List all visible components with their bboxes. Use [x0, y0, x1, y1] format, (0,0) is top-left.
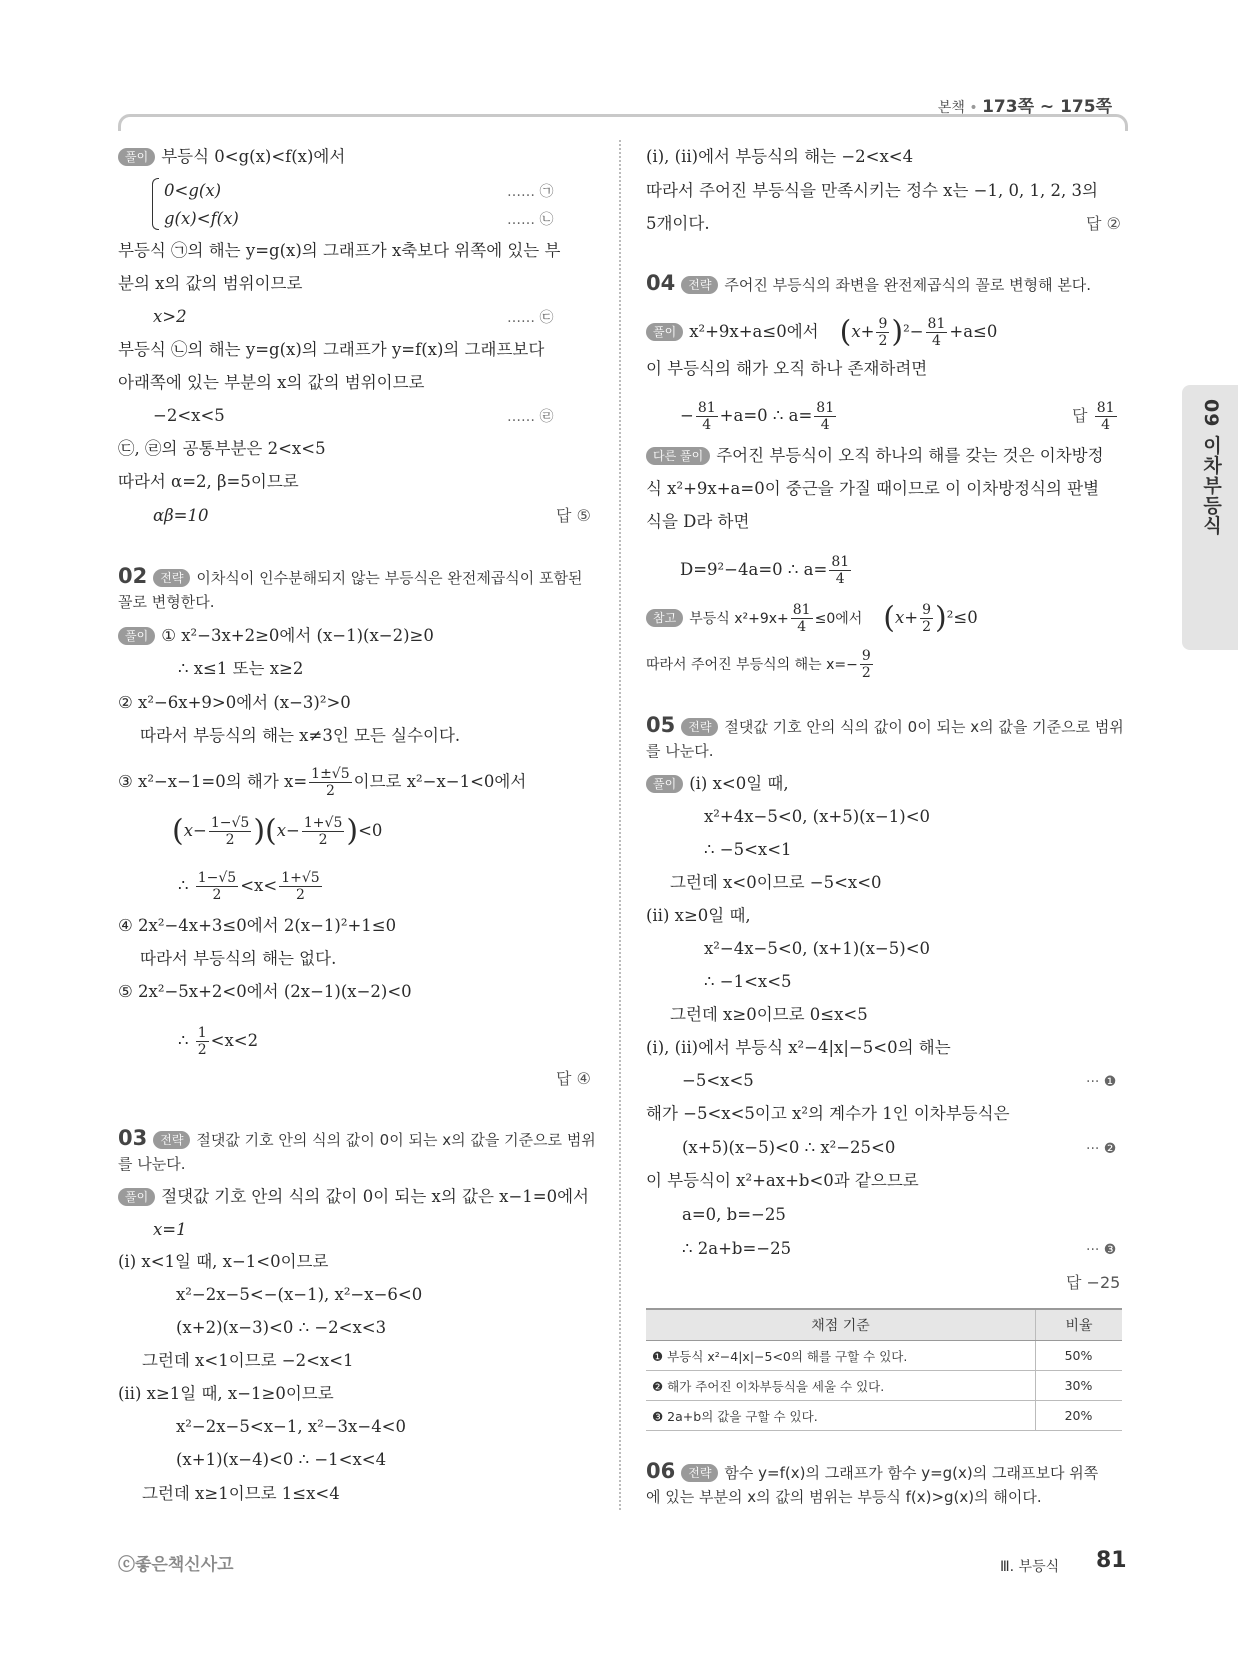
q02-line-7: ∴ $\frac{1-√5}{2}$ <x< $\frac{1+√5}{2}$ [178, 870, 320, 903]
p01-line-10: αβ=10 [153, 506, 209, 525]
q04-alt-3: 식을 D라 하면 [646, 512, 750, 531]
p01-line-8: ㉢, ㉣의 공통부분은 2<x<5 [118, 439, 326, 458]
q03-line-13: 5개이다. [646, 214, 710, 233]
q05-line-1: 풀이 (ⅰ) x<0일 때, [646, 773, 789, 795]
q05-line-5: (ⅱ) x≥0일 때, [646, 906, 751, 925]
sol-badge: 풀이 [118, 148, 155, 166]
q05-line-6: x²−4x−5<0, (x+1)(x−5)<0 [704, 939, 931, 958]
table-row: ❶ 부등식 x²−4|x|−5<0의 해를 구할 수 있다. 50% [646, 1341, 1122, 1371]
header-label: 본책 [937, 100, 965, 116]
q05-strategy-1: 05 전략 절댓값 기호 안의 식의 값이 0이 되는 x의 값을 기준으로 범위 [646, 713, 1124, 737]
q03-line-5: (x+2)(x−3)<0 ∴ −2<x<3 [176, 1318, 387, 1337]
q05-line-13: 이 부등식이 x²+ax+b<0과 같으므로 [646, 1171, 919, 1190]
p01-line-3: 분의 x의 값의 범위이므로 [118, 274, 303, 293]
q03-line-1: 풀이 절댓값 기호 안의 식의 값이 0이 되는 x의 값은 x−1=0에서 [118, 1186, 589, 1208]
brace [152, 178, 159, 230]
q05-line-15: ∴ 2a+b=−25 [682, 1239, 792, 1258]
answer-02: 답 ④ [556, 1069, 591, 1088]
column-divider [619, 140, 621, 1510]
q05-line-9: (ⅰ), (ⅱ)에서 부등식 x²−4|x|−5<0의 해는 [646, 1038, 951, 1057]
q04-line-3: − $\frac{81}{4}$ +a=0 ∴ a= $\frac{81}{4}$ [680, 400, 835, 433]
answer-05: 답 −25 [1066, 1273, 1121, 1292]
q05-strategy-2: 를 나눈다. [646, 742, 714, 760]
q03-strategy-2: 를 나눈다. [118, 1155, 186, 1173]
q05-line-12: (x+5)(x−5)<0 ∴ x²−25<0 [682, 1138, 896, 1157]
step-marker-2: ··· ❷ [1086, 1141, 1117, 1157]
q03-line-6: 그런데 x<1이므로 −2<x<1 [142, 1351, 354, 1370]
q05-line-10: −5<x<5 [682, 1071, 754, 1090]
scoring-table [646, 1308, 1122, 1431]
q05-number: 05 [646, 713, 676, 737]
q02-line-6: (x− $\frac{1-√5}{2}$ )(x− $\frac{1+√5}{2}$ )<0 [172, 813, 383, 849]
p01-line-9: 따라서 α=2, β=5이므로 [118, 472, 299, 491]
step-marker-1: ··· ❶ [1086, 1074, 1117, 1090]
q02-strategy-2: 꼴로 변형한다. [118, 593, 215, 611]
q02-line-10: ⑤ 2x²−5x+2<0에서 (2x−1)(x−2)<0 [118, 982, 412, 1001]
q03-number: 03 [118, 1126, 148, 1150]
header-dot: • [969, 100, 978, 116]
q03-line-11: (ⅰ), (ⅱ)에서 부등식의 해는 −2<x<4 [646, 147, 914, 166]
q06-strategy-2: 에 있는 부분의 x의 값의 범위는 부등식 f(x)>g(x)의 해이다. [646, 1488, 1042, 1506]
page-number: 81 [1096, 1548, 1127, 1573]
q02-line-3: ② x²−6x+9>0에서 (x−3)²>0 [118, 693, 351, 712]
strategy-badge: 전략 [153, 569, 190, 587]
q03-line-3: (ⅰ) x<1일 때, x−1<0이므로 [118, 1252, 329, 1271]
q02-strategy-1: 02 전략 이차식이 인수분해되지 않는 부등식은 완전제곱식이 포함된 [118, 564, 583, 588]
q03-line-10: 그런데 x≥1이므로 1≤x<4 [142, 1484, 340, 1503]
marker-4: …… ㉣ [507, 409, 554, 425]
q02-line-4: 따라서 부등식의 해는 x≠3인 모든 실수이다. [140, 726, 461, 745]
p01-line-5: 부등식 ㉡의 해는 y=g(x)의 그래프가 y=f(x)의 그래프보다 [118, 340, 545, 359]
q02-line-9: 따라서 부등식의 해는 없다. [140, 949, 337, 968]
header-rule [118, 114, 1128, 131]
scoring-header-criteria: 채점 기준 [646, 1309, 1036, 1341]
q04-note: 참고 부등식 x²+9x+ $\frac{81}{4}$ ≤0에서 (x+ $\frac{9}{2}$ )²≤0 [646, 602, 978, 635]
p01-line-1: 풀이 부등식 0<g(x)<f(x)에서 [118, 146, 345, 168]
q05-line-3: ∴ −5<x<1 [704, 840, 792, 859]
frac-1: $\frac{1\pm√5}{2}$ [311, 766, 350, 799]
q04-alt-2: 식 x²+9x+a=0이 중근을 가질 때이므로 이 이차방정식의 판별 [646, 479, 1100, 498]
table-row: ❷ 해가 주어진 이차부등식을 세울 수 있다. 30% [646, 1371, 1122, 1401]
q06-number: 06 [646, 1459, 676, 1483]
footer-chapter: Ⅲ. 부등식 [1000, 1559, 1060, 1575]
q03-strategy-1: 03 전략 절댓값 기호 안의 식의 값이 0이 되는 x의 값을 기준으로 범위 [118, 1126, 596, 1150]
q04-line-2: 이 부등식의 해가 오직 하나 존재하려면 [646, 359, 928, 378]
marker-1: …… ㉠ [507, 184, 554, 200]
q02-line-2: ∴ x≤1 또는 x≥2 [178, 659, 304, 678]
note-badge: 참고 [646, 609, 683, 627]
p01-line-7: −2<x<5 [153, 406, 225, 425]
answer-04: 답 $\frac{81}{4}$ [1072, 400, 1115, 433]
q05-line-4: 그런데 x<0이므로 −5<x<0 [670, 873, 882, 892]
scoring-header-ratio: 비율 [1036, 1309, 1123, 1341]
q04-line-4: D=9²−4a=0 ∴ a= $\frac{81}{4}$ [680, 554, 850, 587]
q03-line-4: x²−2x−5<−(x−1), x²−x−6<0 [176, 1285, 423, 1304]
p01-system-2: g(x)<f(x) [164, 209, 239, 228]
marker-3: …… ㉢ [507, 310, 554, 326]
table-row: ❸ 2a+b의 값을 구할 수 있다. 20% [646, 1401, 1122, 1431]
q03-line-8: x²−2x−5<x−1, x²−3x−4<0 [176, 1417, 407, 1436]
footer-publisher: ⓒ좋은책신사고 [118, 1555, 234, 1575]
q05-line-7: ∴ −1<x<5 [704, 972, 792, 991]
q05-line-2: x²+4x−5<0, (x+5)(x−1)<0 [704, 807, 931, 826]
answer-01: 답 ⑤ [556, 506, 591, 525]
p01-system-1: 0<g(x) [164, 181, 222, 200]
q05-line-14: a=0, b=−25 [682, 1205, 786, 1224]
scoring-table-header [646, 1309, 1122, 1341]
q04-line-5: 따라서 주어진 부등식의 해는 x=− $\frac{9}{2}$ [646, 648, 871, 681]
answer-03: 답 ② [1086, 214, 1121, 233]
q03-line-7: (ⅱ) x≥1일 때, x−1≥0이므로 [118, 1384, 334, 1403]
q03-line-9: (x+1)(x−4)<0 ∴ −1<x<4 [176, 1450, 387, 1469]
q05-line-11: 해가 −5<x<5이고 x²의 계수가 1인 이차부등식은 [646, 1104, 1010, 1123]
q02-line-8: ④ 2x²−4x+3≤0에서 2(x−1)²+1≤0 [118, 916, 397, 935]
q03-line-2: x=1 [153, 1220, 187, 1239]
p01-line-6: 아래쪽에 있는 부분의 x의 값의 범위이므로 [118, 373, 425, 392]
q04-alt-1: 다른 풀이 주어진 부등식이 오직 하나의 해를 갖는 것은 이차방정 [646, 445, 1104, 467]
alt-badge: 다른 풀이 [646, 447, 710, 465]
q02-line-1: 풀이 ① x²−3x+2≥0에서 (x−1)(x−2)≥0 [118, 625, 434, 647]
step-marker-3: ··· ❸ [1086, 1242, 1117, 1258]
side-tab [1182, 385, 1238, 650]
p01-line-4: x>2 [153, 307, 187, 326]
q05-line-8: 그런데 x≥0이므로 0≤x<5 [670, 1005, 868, 1024]
q04-strategy: 04 전략 주어진 부등식의 좌변을 완전제곱식의 꼴로 변형해 본다. [646, 271, 1092, 295]
q02-line-5: ③ x²−x−1=0의 해가 x= $\frac{1\pm√5}{2}$ 이므로 x²−x−1<0에서 [118, 766, 527, 799]
side-tab-label: 09 이차부등식 [1200, 399, 1222, 536]
header-pages: 173쪽 ~ 175쪽 [982, 97, 1112, 117]
marker-2: …… ㉡ [507, 212, 554, 228]
p01-line-2: 부등식 ㉠의 해는 y=g(x)의 그래프가 x축보다 위쪽에 있는 부 [118, 241, 561, 260]
q04-number: 04 [646, 271, 676, 295]
q03-line-12: 따라서 주어진 부등식을 만족시키는 정수 x는 −1, 0, 1, 2, 3의 [646, 181, 1098, 200]
q06-strategy-1: 06 전략 함수 y=f(x)의 그래프가 함수 y=g(x)의 그래프보다 위쪽 [646, 1459, 1099, 1483]
q04-line-1: 풀이 x²+9x+a≤0에서 (x+ $\frac{9}{2}$ )²− $\frac{81}{4}$ +a≤0 [646, 316, 997, 349]
q02-number: 02 [118, 564, 148, 588]
q02-line-11: ∴ $\frac{1}{2}$ <x<2 [178, 1025, 259, 1058]
